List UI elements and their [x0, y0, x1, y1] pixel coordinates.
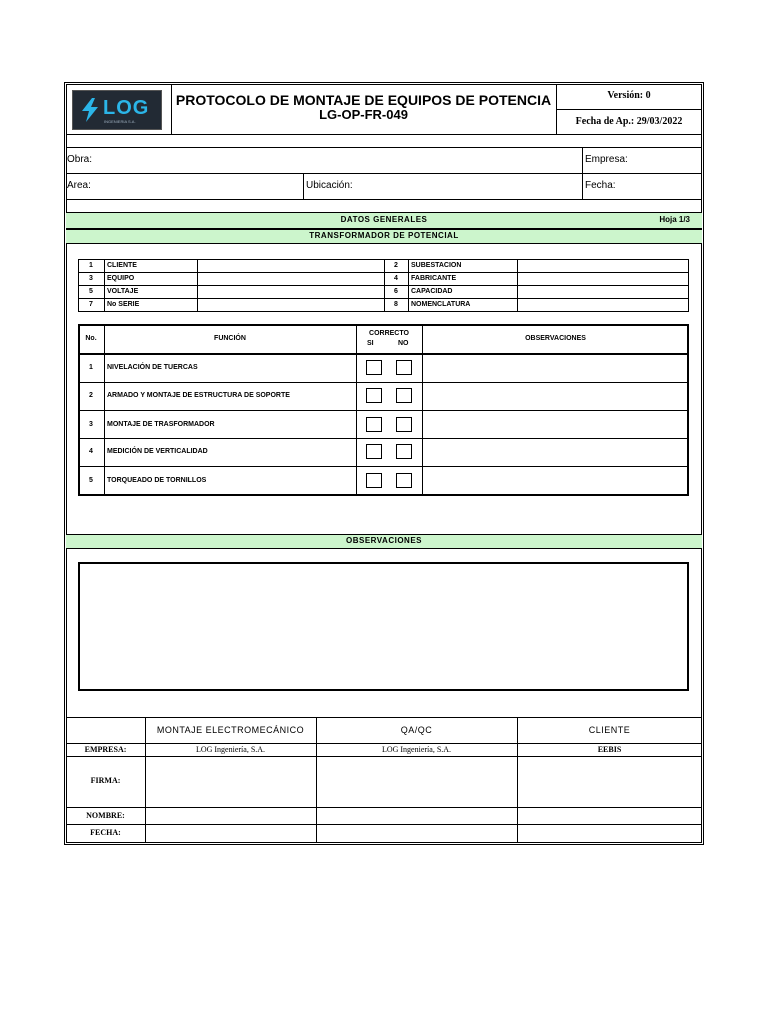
si-checkbox[interactable] — [366, 444, 382, 459]
function-label: TORQUEADO DE TORNILLOS — [107, 477, 207, 484]
col-si: SI — [367, 340, 374, 347]
observation-field[interactable] — [423, 439, 688, 466]
field-label-voltaje: VOLTAJE — [107, 288, 139, 295]
area-field[interactable] — [90, 174, 302, 199]
col-correcto: CORRECTO — [369, 330, 409, 337]
observations-header — [66, 534, 702, 549]
observation-field[interactable] — [423, 467, 688, 494]
firma-cliente-field[interactable] — [518, 757, 702, 807]
field-label-nomenclatura: NOMENCLATURA — [411, 301, 471, 308]
field-label-subestacion: SUBESTACION — [411, 262, 462, 269]
fecha-row-label: FECHA: — [90, 828, 121, 837]
general-data-title: DATOS GENERALES — [340, 215, 428, 224]
col-observaciones: OBSERVACIONES — [525, 335, 586, 342]
row-number: 1 — [89, 262, 93, 269]
firma-montaje-field[interactable] — [146, 757, 316, 807]
field-value-voltaje[interactable] — [198, 286, 384, 298]
nombre-cliente-field[interactable] — [518, 808, 702, 824]
row-number: 3 — [89, 421, 93, 428]
observations-title: OBSERVACIONES — [346, 536, 422, 545]
qaqc-column-title: QA/QC — [400, 725, 433, 735]
col-funcion: FUNCIÓN — [214, 335, 246, 342]
empresa-row-label: EMPRESA: — [84, 745, 127, 754]
form-version: Versión: 0 — [607, 90, 651, 101]
observation-field[interactable] — [423, 383, 688, 410]
fecha-qaqc-field[interactable] — [317, 825, 517, 842]
row-number: 8 — [394, 301, 398, 308]
observation-field[interactable] — [423, 356, 688, 382]
no-checkbox[interactable] — [396, 444, 412, 459]
no-checkbox[interactable] — [396, 360, 412, 375]
function-label: MONTAJE DE TRASFORMADOR — [107, 421, 215, 428]
nombre-row-label: NOMBRE: — [86, 811, 125, 820]
field-label-no-serie: No SERIE — [107, 301, 140, 308]
firma-row-label: FIRMA: — [90, 776, 121, 785]
obra-field[interactable] — [95, 148, 581, 173]
field-label-cliente: CLIENTE — [107, 262, 137, 269]
observation-field[interactable] — [423, 411, 688, 438]
logo-text: LOG — [103, 97, 150, 119]
ubicacion-label: Ubicación: — [306, 180, 353, 191]
field-value-no-serie[interactable] — [198, 299, 384, 311]
field-label-fabricante: FABRICANTE — [411, 275, 457, 282]
row-number: 2 — [89, 392, 93, 399]
montaje-column-title: MONTAJE ELECTROMECÁNICO — [156, 725, 305, 735]
equipment-type: TRANSFORMADOR DE POTENCIAL — [309, 231, 459, 240]
form-title: PROTOCOLO DE MONTAJE DE EQUIPOS DE POTENCIA — [175, 92, 552, 108]
col-no: No. — [85, 335, 97, 342]
empresa-montaje: LOG Ingeniería, S.A. — [195, 745, 266, 754]
firma-qaqc-field[interactable] — [317, 757, 517, 807]
col-no-check: NO — [398, 340, 409, 347]
fecha-montaje-field[interactable] — [146, 825, 316, 842]
logo-subtext: INGENIERIA S.A. — [104, 119, 136, 124]
empresa-qaqc: LOG Ingeniería, S.A. — [381, 745, 452, 754]
field-label-capacidad: CAPACIDAD — [411, 288, 453, 295]
si-checkbox[interactable] — [366, 417, 382, 432]
ubicacion-field[interactable] — [358, 174, 581, 199]
company-logo — [72, 90, 162, 130]
row-number: 4 — [394, 275, 398, 282]
function-label: ARMADO Y MONTAJE DE ESTRUCTURA DE SOPORTE — [107, 392, 290, 399]
approval-date: Fecha de Ap.: 29/03/2022 — [575, 116, 683, 127]
fecha-cliente-field[interactable] — [518, 825, 702, 842]
fecha-label: Fecha: — [585, 180, 616, 191]
si-checkbox[interactable] — [366, 388, 382, 403]
function-label: NIVELACIÓN DE TUERCAS — [107, 364, 198, 371]
general-data-header — [66, 212, 702, 229]
area-label: Area: — [67, 180, 91, 191]
form-code: LG-OP-FR-049 — [319, 107, 408, 122]
field-label-equipo: EQUIPO — [107, 275, 135, 282]
empresa-label: Empresa: — [585, 154, 628, 165]
no-checkbox[interactable] — [396, 473, 412, 488]
obra-label: Obra: — [67, 154, 93, 165]
row-number: 6 — [394, 288, 398, 295]
field-value-subestacion[interactable] — [518, 260, 688, 272]
row-number: 3 — [89, 275, 93, 282]
page-number: Hoja 1/3 — [659, 215, 690, 224]
nombre-montaje-field[interactable] — [146, 808, 316, 824]
row-number: 5 — [89, 288, 93, 295]
field-value-nomenclatura[interactable] — [518, 299, 688, 311]
observations-textarea[interactable] — [78, 562, 689, 691]
row-number: 1 — [89, 364, 93, 371]
cliente-column-title: CLIENTE — [588, 725, 631, 735]
field-value-fabricante[interactable] — [518, 273, 688, 285]
row-number: 4 — [89, 448, 93, 455]
row-number: 5 — [89, 477, 93, 484]
row-number: 7 — [89, 301, 93, 308]
si-checkbox[interactable] — [366, 473, 382, 488]
no-checkbox[interactable] — [396, 417, 412, 432]
field-value-cliente[interactable] — [198, 260, 384, 272]
row-number: 2 — [394, 262, 398, 269]
si-checkbox[interactable] — [366, 360, 382, 375]
function-label: MEDICIÓN DE VERTICALIDAD — [107, 448, 208, 455]
field-value-capacidad[interactable] — [518, 286, 688, 298]
empresa-cliente: EEBIS — [597, 745, 622, 754]
field-value-equipo[interactable] — [198, 273, 384, 285]
nombre-qaqc-field[interactable] — [317, 808, 517, 824]
equipment-type-header — [66, 229, 702, 244]
no-checkbox[interactable] — [396, 388, 412, 403]
lightning-icon — [79, 97, 101, 123]
